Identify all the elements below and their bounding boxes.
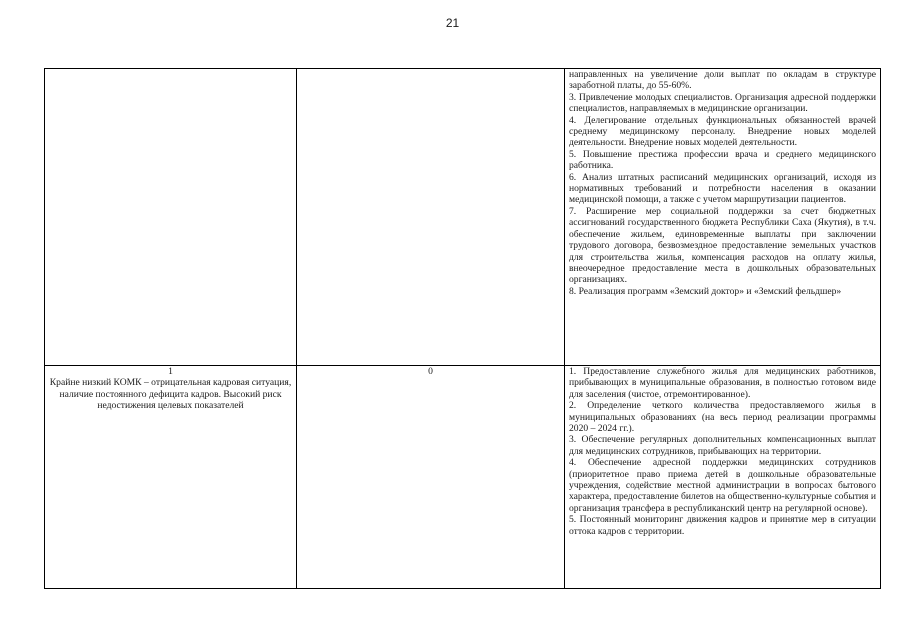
risk-level-description: Крайне низкий КОМК – отрицательная кадровая ситуация, наличие постоянного дефицита кадров. Высокий риск недостижения целевых показателей (49, 377, 292, 412)
risk-level-cell (45, 366, 297, 589)
measures-cell (565, 69, 881, 366)
measures-cell (565, 366, 881, 589)
measure-item: 3. Обеспечение регулярных дополнительных компенсационных выплат для медицинских сотрудников, прибывающих на территории. (569, 434, 876, 457)
table-row (45, 69, 881, 366)
measure-item: 6. Анализ штатных расписаний медицинских организаций, исходя из нормативных требований и потребности населения в оказании медицинской помощи, а также с учетом маршрутизации пациентов. (569, 171, 876, 206)
measure-item: 2. Определение четкого количества предоставляемого жилья в муниципальных образованиях (на весь период реализации программы 2020 – 2024 гг.). (569, 400, 876, 435)
risk-level-cell (45, 69, 297, 366)
measure-item: 5. Постоянный мониторинг движения кадров и принятие мер в ситуации оттока кадров с территории. (569, 514, 876, 537)
measure-item: 8. Реализация программ «Земский доктор» и «Земский фельдшер» (569, 285, 842, 297)
table-row (45, 366, 881, 589)
measure-item: 5. Повышение престижа профессии врача и среднего медицинского работника. (569, 148, 876, 172)
measures-table (44, 68, 881, 589)
measure-item: направленных на увеличение доли выплат по окладам в структуре заработной платы, до 55-60%. (569, 69, 876, 92)
score-cell: 0 (297, 366, 565, 589)
page-number: 21 (445, 16, 460, 30)
score-cell (297, 69, 565, 366)
measure-item: 7. Расширение мер социальной поддержки за счет бюджетных ассигнований государственного бюджета Республики Саха (Якутия), в т.ч. обеспечение жильем, единовременные выплаты при заключении трудового договора, безвозмездное предоставление земельных участков для строительства жилья, компенсация расходов на оплату жилья, внеочередное предоставление места в дошкольных образовательных организациях. (569, 205, 876, 286)
measure-item: 4. Обеспечение адресной поддержки медицинских сотрудников (приоритетное право приема детей в дошкольные образовательные учреждения, содействие местной администрации в вопросах бытового характера, предоставление билетов на общественно-культурные события и организация трансфера в республиканский центр на регулярной основе). (569, 457, 876, 514)
measure-item: 3. Привлечение молодых специалистов. Организация адресной поддержки специалистов, направляемых в медицинские организации. (569, 91, 876, 115)
measure-item: 4. Делегирование отдельных функциональных обязанностей врачей среднему медицинскому персоналу. Внедрение новых моделей деятельности. Внедрение новых моделей деятельности. (569, 114, 876, 149)
measure-item: 1. Предоставление служебного жилья для медицинских работников, прибывающих в муниципальные образования, в полностью готовом виде для заселения (чистое, отремонтированное). (569, 366, 876, 400)
risk-level-number: 1 (168, 366, 173, 377)
